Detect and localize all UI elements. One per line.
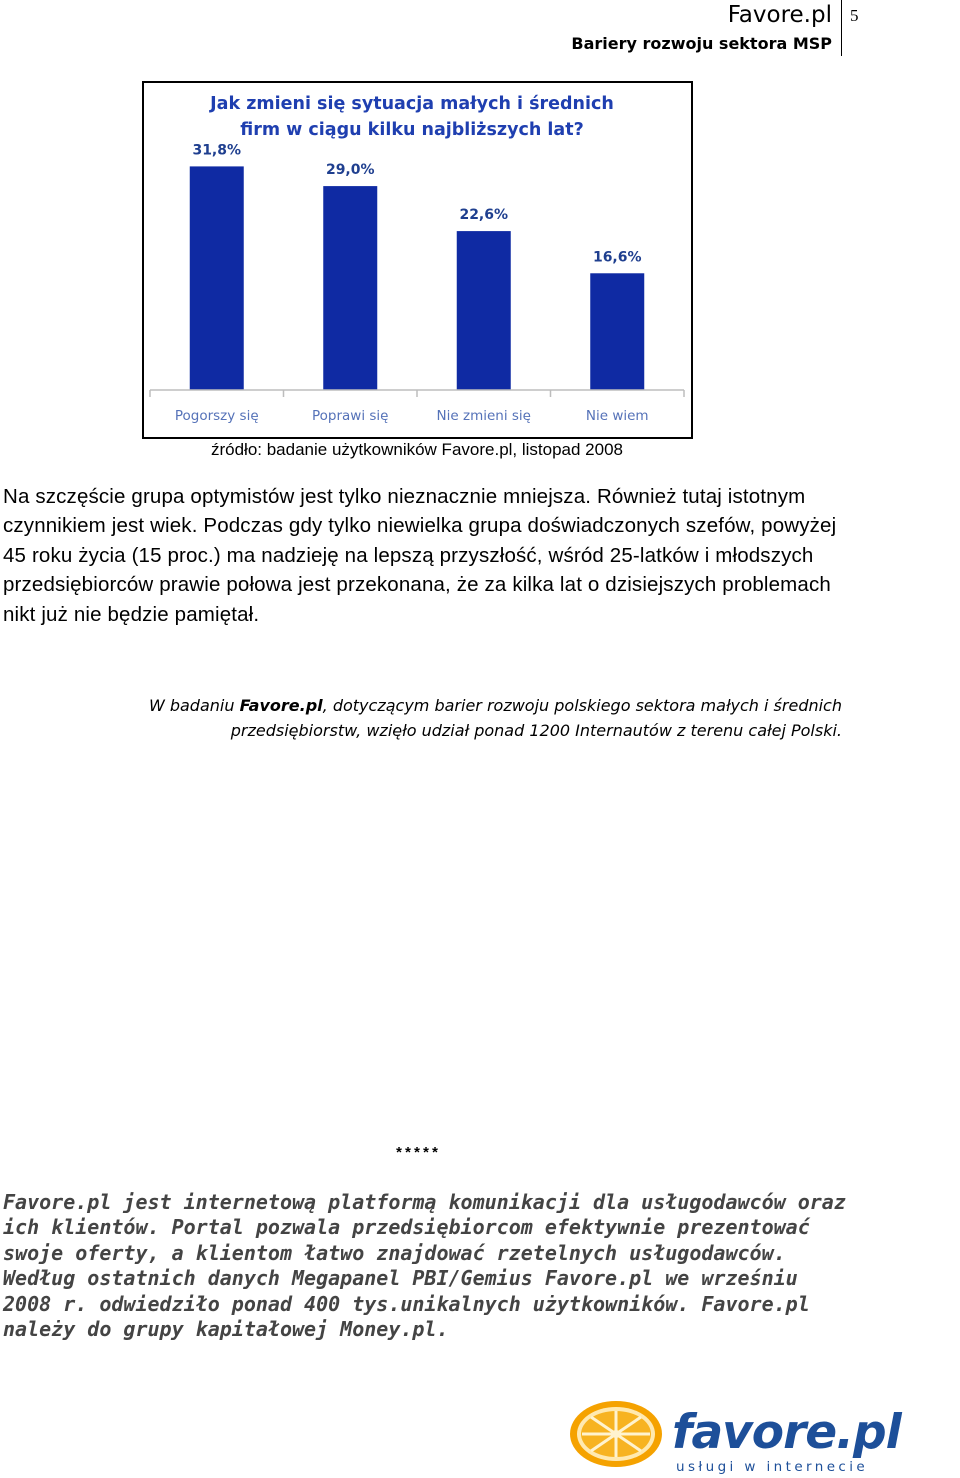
header-title: Favore.pl: [727, 2, 832, 28]
page-number: 5: [850, 6, 859, 25]
note-brand: Favore.pl: [239, 696, 323, 715]
bar-4: [590, 273, 644, 390]
chart-title-line-1: Jak zmieni się sytuacja małych i średnich: [210, 94, 614, 114]
category-label-3: Nie zmieni się: [436, 408, 531, 424]
bar-chart: [142, 81, 693, 439]
bar-value-label-3: 22,6%: [459, 207, 509, 224]
bar-value-label-1: 31,8%: [192, 142, 242, 159]
category-label-4: Nie wiem: [585, 408, 649, 424]
chart-title-line-2: firm w ciągu kilku najbliższych lat?: [240, 120, 584, 140]
about-paragraph: Favore.pl jest internetową platformą komunikacji dla usługodawców oraz ich klientów. Portal pozwala przedsiębiorcom efektywnie prezentować swoje oferty, a klientom łatwo znajdować rzetelnych usługodawców. Według ostatnich danych Megapanel PBI/Gemius Favore.pl we wrześniu 2008 r. odwiedziło ponad 400 tys.unikalnych użytkowników. Favore.pl należy do grupy kapitałowej Money.pl.: [3, 1190, 846, 1342]
body-paragraph: Na szczęście grupa optymistów jest tylko nieznacznie mniejsza. Również tutaj istotnym czynnikiem jest wiek. Podczas gdy tylko niewielka grupa doświadczonych szefów, powyżej 45 roku życia (15 proc.) ma nadzieję na lepszą przyszłość, wśród 25-latków i młodszych przedsiębiorców prawie połowa jest przekonana, że za kilka lat o dzisiejszych problemach nikt już nie będzie pamiętał.: [3, 485, 837, 626]
note-line2: przedsiębiorstw, wzięło udział ponad 1200 Internautów z terenu całej Polski.: [230, 720, 842, 740]
category-label-1: Pogorszy się: [174, 408, 259, 424]
bar-value-label-4: 16,6%: [592, 249, 642, 266]
note-prefix: W badaniu: [148, 696, 240, 715]
section-separator: *****: [394, 1146, 440, 1163]
bar-value-label-2: 29,0%: [325, 162, 375, 179]
header-subtitle: Bariery rozwoju sektora MSP: [571, 34, 832, 53]
bar-1: [190, 166, 244, 390]
orange-slice-icon: [570, 1401, 662, 1467]
chart-source: źródło: badanie użytkowników Favore.pl, listopad 2008: [210, 440, 624, 459]
bar-3: [457, 231, 511, 390]
bar-2: [323, 186, 377, 390]
survey-note: [110, 694, 842, 743]
logo-tagline: usługi w internecie: [676, 1459, 869, 1474]
logo-wordmark: favore.pl: [672, 1405, 901, 1460]
chart-canvas: [144, 83, 691, 437]
header-divider: [841, 0, 842, 56]
note-line1-suffix: , dotyczącym barier rozwoju polskiego sektora małych i średnich: [322, 696, 842, 715]
favore-logo: [566, 1396, 960, 1474]
category-label-2: Poprawi się: [312, 408, 389, 424]
